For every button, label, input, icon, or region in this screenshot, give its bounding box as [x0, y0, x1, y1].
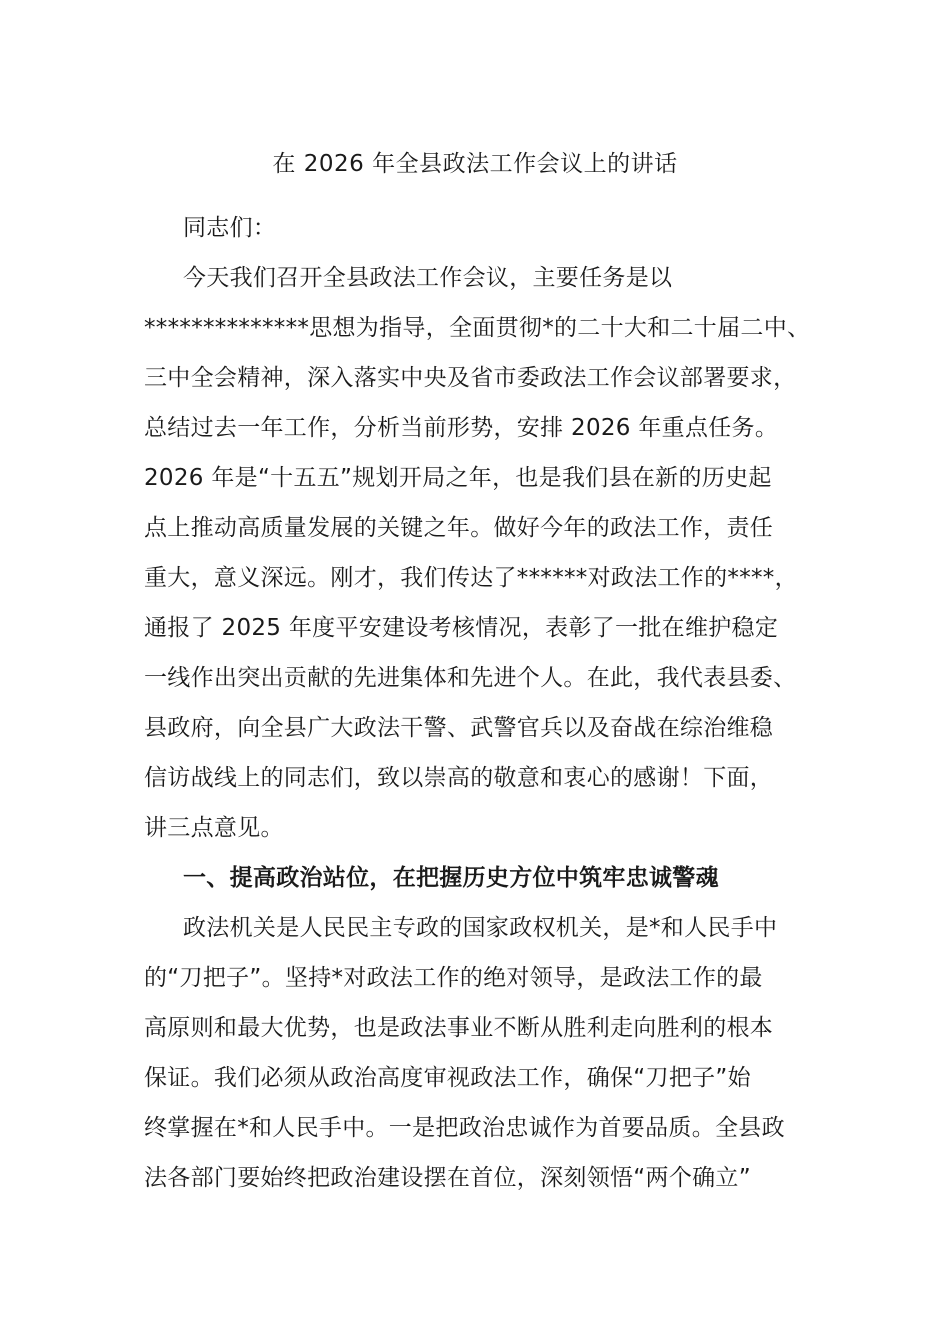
- paragraph-line: 县政府，向全县广大政法干警、武警官兵以及奋战在综治维稳: [144, 715, 774, 741]
- paragraph-line: 2026 年是“十五五”规划开局之年，也是我们县在新的历史起: [144, 465, 772, 491]
- paragraph-line: 讲三点意见。: [144, 815, 284, 841]
- paragraph-line: 法各部门要始终把政治建设摆在首位，深刻领悟“两个确立”: [144, 1165, 751, 1191]
- paragraph-line: 保证。我们必须从政治高度审视政法工作，确保“刀把子”始: [144, 1065, 751, 1091]
- paragraph-line: 通报了 2025 年度平安建设考核情况，表彰了一批在维护稳定: [144, 615, 779, 641]
- paragraph-line: 高原则和最大优势，也是政法事业不断从胜利走向胜利的根本: [144, 1015, 774, 1041]
- paragraph-line: 政法机关是人民民主专政的国家政权机关，是*和人民手中: [183, 915, 778, 941]
- paragraph-line: 的“刀把子”。坚持*对政法工作的绝对领导，是政法工作的最: [144, 965, 763, 991]
- paragraph-line: 终掌握在*和人民手中。一是把政治忠诚作为首要品质。全县政: [144, 1115, 785, 1141]
- paragraph-line: 信访战线上的同志们，致以崇高的敬意和衷心的感谢！下面，: [144, 765, 774, 791]
- paragraph-line: 三中全会精神，深入落实中央及省市委政法工作会议部署要求，: [144, 365, 797, 391]
- document-title: 在 2026 年全县政法工作会议上的讲话: [272, 151, 678, 177]
- section-heading: 一、提高政治站位，在把握历史方位中筑牢忠诚警魂: [183, 865, 719, 891]
- paragraph-line: 点上推动高质量发展的关键之年。做好今年的政法工作，责任: [144, 515, 774, 541]
- salutation: 同志们：: [183, 215, 277, 241]
- paragraph-line: 总结过去一年工作，分析当前形势，安排 2026 年重点任务。: [144, 415, 779, 441]
- paragraph-line: 一线作出突出贡献的先进集体和先进个人。在此，我代表县委、: [144, 665, 797, 691]
- paragraph-line: 今天我们召开全县政法工作会议，主要任务是以: [183, 265, 673, 291]
- paragraph-line: 重大，意义深远。刚才，我们传达了******对政法工作的****，: [144, 565, 798, 591]
- paragraph-line: **************思想为指导，全面贯彻*的二十大和二十届二中、: [144, 315, 811, 341]
